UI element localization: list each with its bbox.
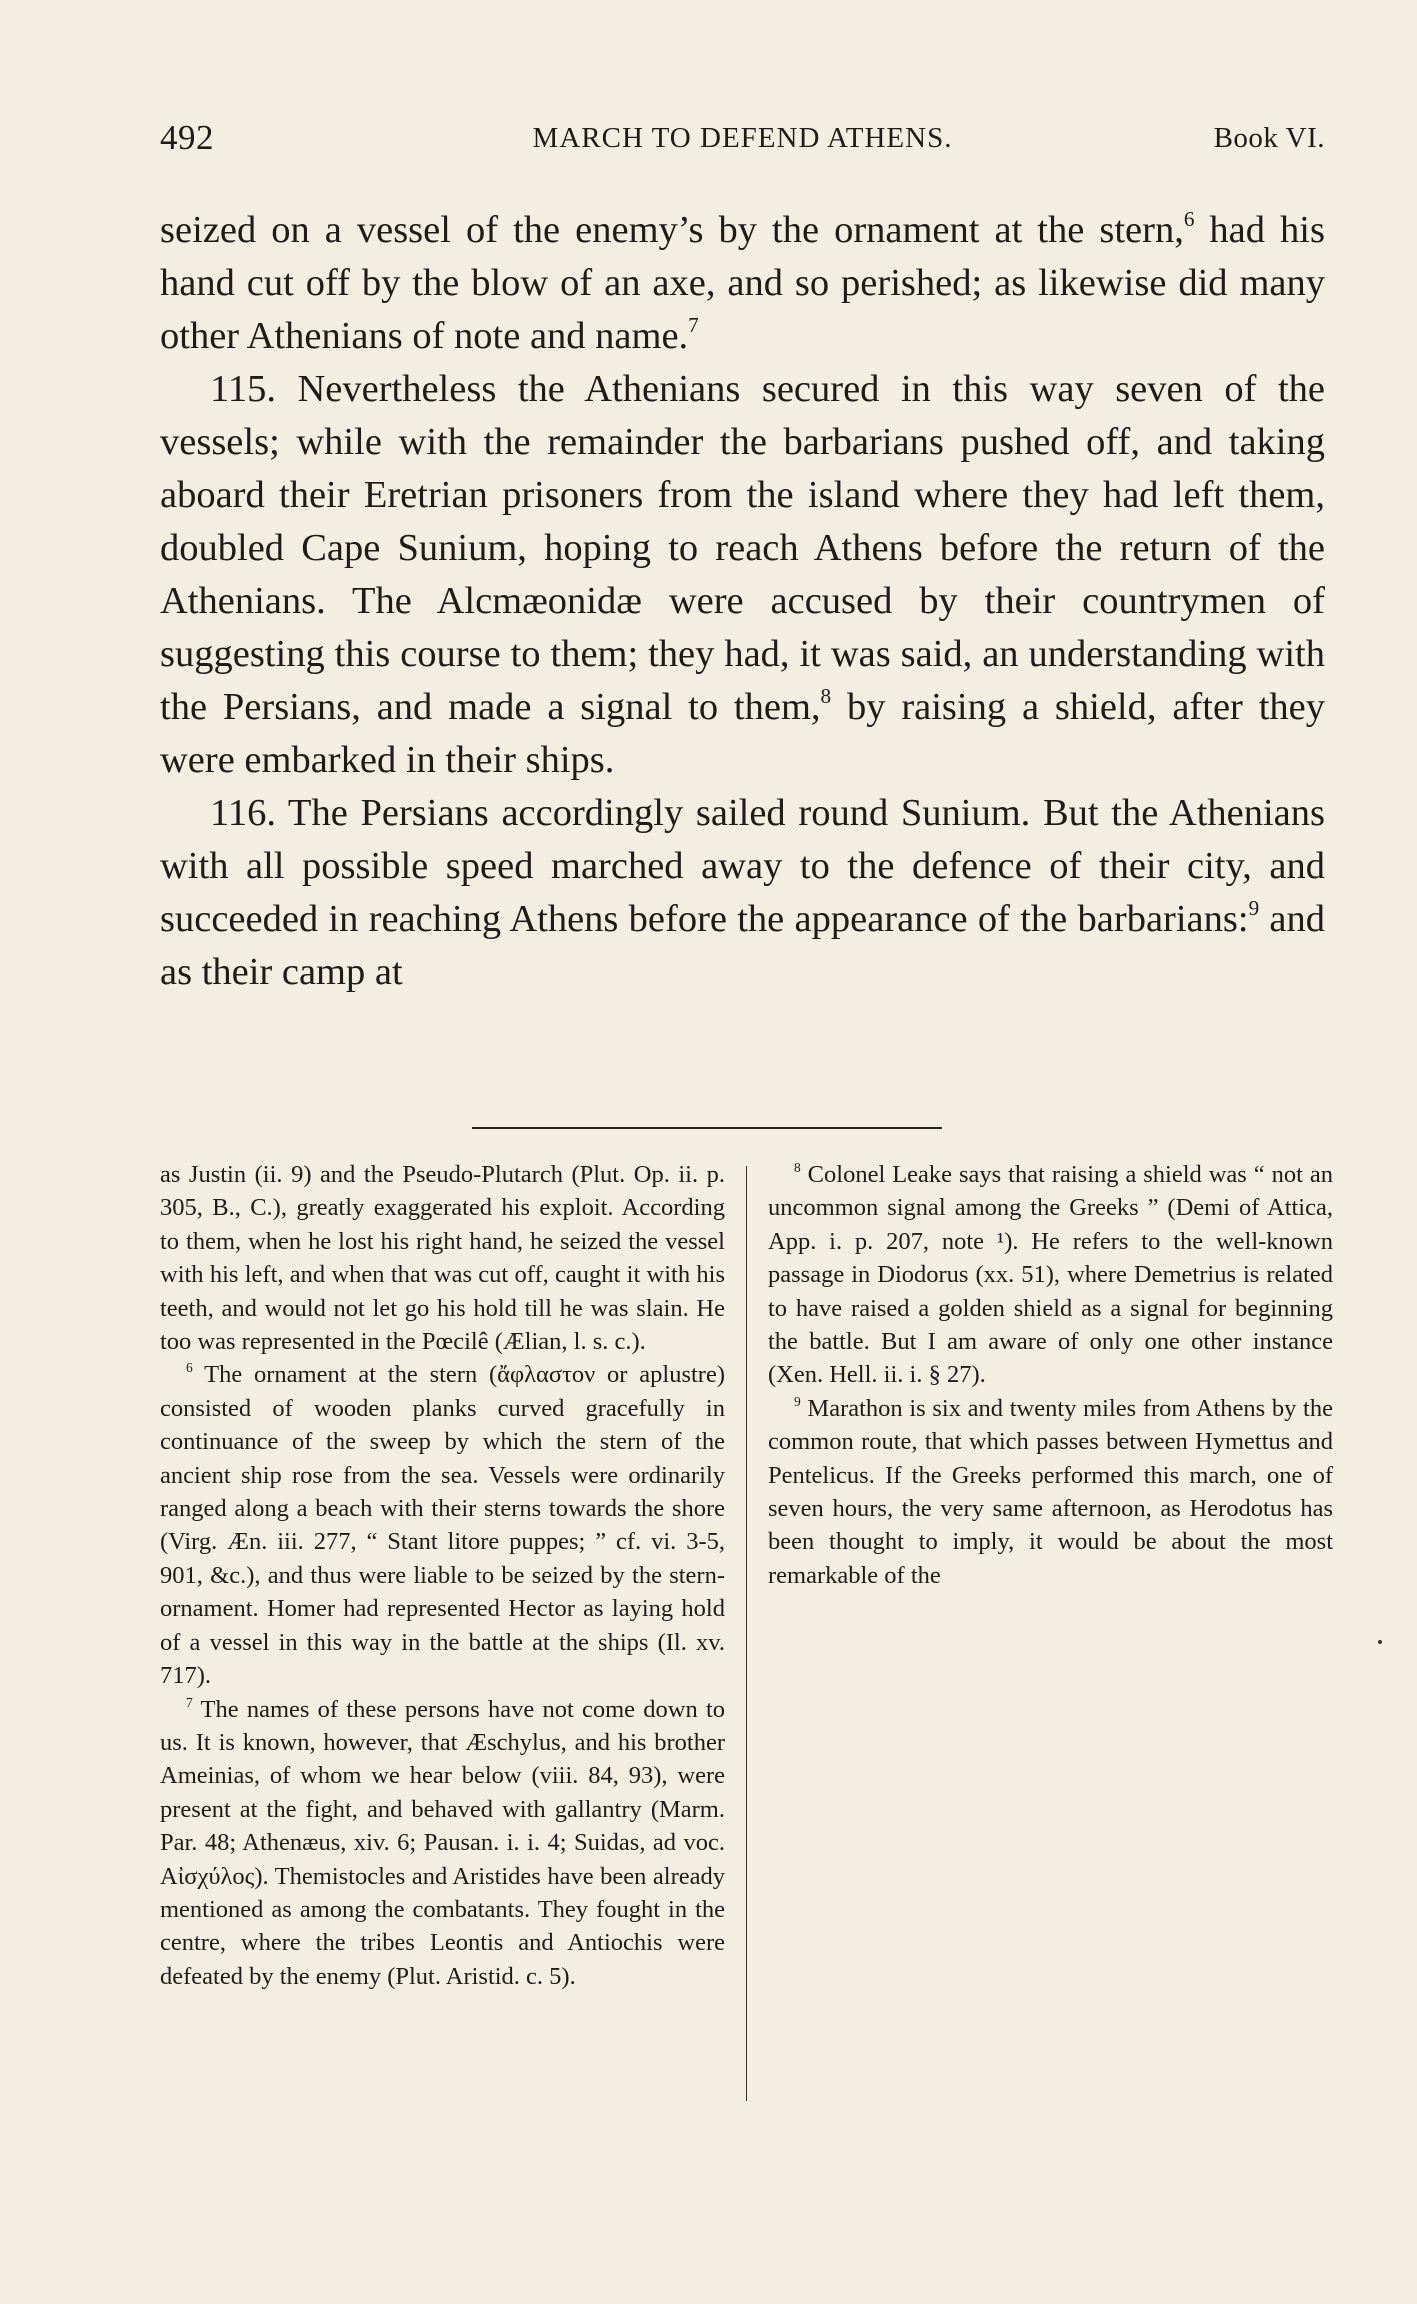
footnotes	[160, 1158, 1335, 2088]
margin-mark	[1378, 1640, 1382, 1644]
footnote-ref-6: 6	[1183, 207, 1195, 232]
main-text	[160, 204, 1325, 999]
paragraph-115: 115. Nevertheless the Athenians secured in this way seven of the vessels; while with the remainder the barbarians pushed off, and taking aboard their Eretrian prisoners from the island where they had left them, doubled Cape Sunium, hoping to reach Athens before the return of the Athenians. The Alcmæonidæ were accused by their countrymen of suggesting this course to them; they had, it was said, an understanding with the Persians, and made a signal to them,$^8$ by raising a shield, after they were embarked in their ships.	[160, 368, 1325, 781]
paragraph-116: 116. The Persians accordingly sailed round Sunium. But the Athenians with all possible speed marched away to the defence of their city, and succeeded in reaching Athens before the appearance of the barbarians:$^9$ and as their camp at	[160, 792, 1326, 993]
footnote-6: $^6$ The ornament at the stern (ἄφλαστον or aplustre) consisted of wooden planks curved gracefully in continuance of the sweep by which the stern of the ancient ship rose from the sea. Vessels were ordinarily ranged along a beach with their sterns towards the shore (Virg. Æn. iii. 277, “ Stant litore puppes; ” cf. vi. 3-5, 901, &c.), and thus were liable to be seized by the stern-ornament. Homer had represented Hector as laying hold of a vessel in this way in the battle at the ships (Il. xv. 717).	[160, 1360, 725, 1690]
footnote-8: $^8$ Colonel Leake says that raising a shield was “ not an uncommon signal among the Greeks ” (Demi of Attica, App. i. p. 207, note ¹). He refers to the well-known passage in Diodorus (xx. 51), where Demetrius is related to have raised a golden shield as a signal for beginning the battle. But I am aware of only one other instance (Xen. Hell. ii. i. § 27).	[768, 1159, 1333, 1389]
footnote-column-left	[160, 1158, 725, 1993]
footnote-7: $^7$ The names of these persons have not come down to us. It is known, however, that Æschylus, and his brother Ameinias, of whom we hear below (viii. 84, 93), were present at the fight, and behaved with gallantry (Marm. Par. 48; Athenæus, xiv. 6; Pausan. i. i. 4; Suidas, ad voc. Αἰσχύλος). Themistocles and Aristides have been already mentioned as among the combatants. They fought in the centre, where the tribes Leontis and Antiochis were defeated by the enemy (Plut. Aristid. c. 5).	[160, 1694, 725, 1990]
footnote-column-right	[768, 1158, 1333, 1592]
column-divider	[746, 1166, 747, 2101]
footnote-ref-9: 9	[1248, 896, 1260, 921]
running-head	[160, 118, 1325, 162]
footnote-continued: as Justin (ii. 9) and the Pseudo-Plutarch (Plut. Op. ii. p. 305, B., C.), greatly exaggerated his exploit. According to them, when he lost his right hand, he seized the vessel with his left, and when that was cut off, caught it with his teeth, and would not let go his hold till he was slain. He too was represented in the Pœcilê (Ælian, l. s. c.).	[160, 1161, 725, 1356]
page-number: 492	[160, 118, 214, 157]
footnote-rule	[472, 1127, 942, 1129]
book-label: Book VI.	[1213, 122, 1325, 154]
footnote-ref-8: 8	[820, 684, 832, 709]
paragraph-continued: seized on a vessel of the enemy’s by the ornament at the stern,$^6$ had his hand cut off by the blow of an axe, and so perished; as likewise did many other Athenians of note and name.$^7$	[160, 207, 1325, 357]
footnote-ref-7: 7	[688, 313, 699, 338]
running-title: MARCH TO DEFEND ATHENS.	[532, 122, 953, 154]
footnote-9: $^9$ Marathon is six and twenty miles from Athens by the common route, that which passes between Hymettus and Pentelicus. If the Greeks performed this march, one of seven hours, the very same afternoon, as Herodotus has been thought to imply, it would be about the most remarkable of the	[768, 1393, 1333, 1589]
